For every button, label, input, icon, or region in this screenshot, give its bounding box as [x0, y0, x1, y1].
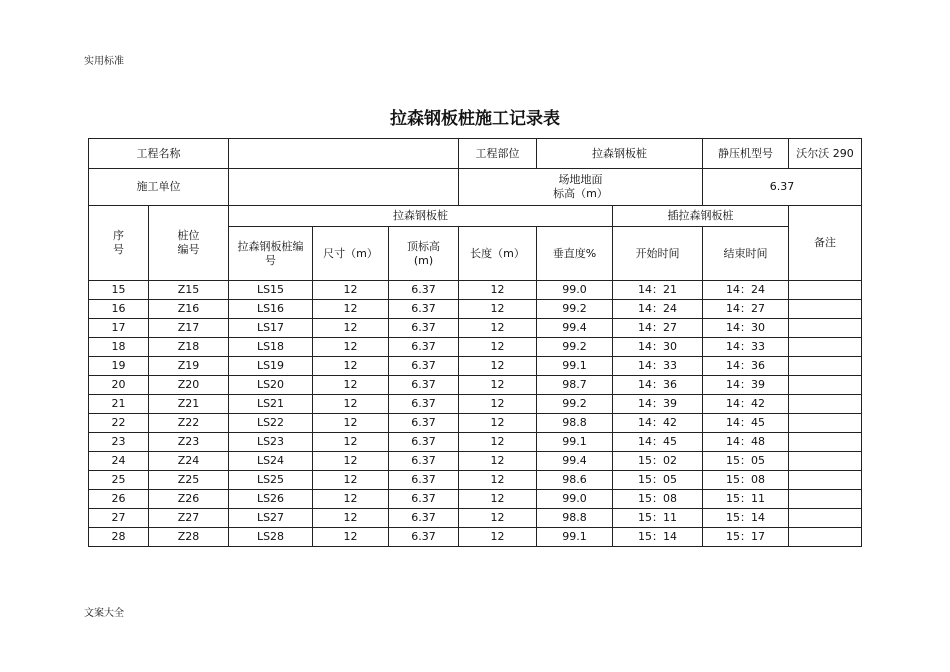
table-row	[89, 528, 862, 547]
size-cell: 12	[313, 471, 389, 490]
length-cell: 12	[459, 319, 537, 338]
ground-elevation-value: 6.37	[703, 169, 862, 206]
verticality-cell: 99.4	[537, 319, 613, 338]
pile-position-cell: Z22	[149, 414, 229, 433]
pile-no-header-line1: 拉森钢板桩编	[237, 239, 304, 253]
verticality-cell: 99.0	[537, 490, 613, 509]
end-time-cell: 14：42	[703, 395, 789, 414]
pos-header	[149, 206, 229, 281]
pile-position-cell: Z17	[149, 319, 229, 338]
seq-cell: 18	[89, 338, 149, 357]
table-row	[89, 376, 862, 395]
pile-position-cell: Z27	[149, 509, 229, 528]
remark-cell	[789, 300, 862, 319]
pile-group-header: 拉森钢板桩	[229, 206, 613, 227]
end-time-cell: 15：14	[703, 509, 789, 528]
pile-position-cell: Z24	[149, 452, 229, 471]
remark-cell	[789, 433, 862, 452]
project-part-label: 工程部位	[459, 139, 537, 169]
size-cell: 12	[313, 509, 389, 528]
pile-number-cell: LS21	[229, 395, 313, 414]
length-cell: 12	[459, 395, 537, 414]
top-header-line2: (m)	[413, 253, 434, 267]
table-row	[89, 281, 862, 300]
seq-cell: 26	[89, 490, 149, 509]
verticality-cell: 99.2	[537, 338, 613, 357]
size-cell: 12	[313, 395, 389, 414]
size-cell: 12	[313, 300, 389, 319]
length-cell: 12	[459, 414, 537, 433]
end-time-cell: 14：39	[703, 376, 789, 395]
seq-cell: 15	[89, 281, 149, 300]
project-name-value	[229, 139, 459, 169]
remark-cell	[789, 452, 862, 471]
size-cell: 12	[313, 281, 389, 300]
length-cell: 12	[459, 357, 537, 376]
end-time-cell: 14：36	[703, 357, 789, 376]
pile-number-cell: LS15	[229, 281, 313, 300]
page-footer-note: 文案大全	[84, 608, 124, 619]
pile-number-cell: LS23	[229, 433, 313, 452]
unit-label: 施工单位	[89, 169, 229, 206]
remark-cell	[789, 319, 862, 338]
seq-cell: 16	[89, 300, 149, 319]
remark-cell	[789, 395, 862, 414]
seq-cell: 24	[89, 452, 149, 471]
table-row	[89, 300, 862, 319]
page-header-note: 实用标准	[84, 56, 124, 67]
seq-cell: 22	[89, 414, 149, 433]
size-cell: 12	[313, 338, 389, 357]
size-cell: 12	[313, 490, 389, 509]
verticality-cell: 98.8	[537, 414, 613, 433]
insert-group-header: 插拉森钢板桩	[613, 206, 789, 227]
pile-number-cell: LS27	[229, 509, 313, 528]
end-time-cell: 14：27	[703, 300, 789, 319]
start-time-cell: 15：05	[613, 471, 703, 490]
pile-position-cell: Z28	[149, 528, 229, 547]
top-elevation-cell: 6.37	[389, 395, 459, 414]
pile-position-cell: Z23	[149, 433, 229, 452]
top-elevation-cell: 6.37	[389, 471, 459, 490]
pile-position-cell: Z19	[149, 357, 229, 376]
end-time-cell: 15：11	[703, 490, 789, 509]
top-elevation-cell: 6.37	[389, 319, 459, 338]
top-elevation-header	[389, 227, 459, 281]
seq-cell: 21	[89, 395, 149, 414]
verticality-cell: 99.4	[537, 452, 613, 471]
end-time-cell: 15：08	[703, 471, 789, 490]
pile-number-cell: LS26	[229, 490, 313, 509]
seq-cell: 17	[89, 319, 149, 338]
seq-cell: 27	[89, 509, 149, 528]
remark-cell	[789, 281, 862, 300]
pile-number-cell: LS19	[229, 357, 313, 376]
end-time-cell: 14：48	[703, 433, 789, 452]
start-time-cell: 14：30	[613, 338, 703, 357]
top-elevation-cell: 6.37	[389, 376, 459, 395]
size-cell: 12	[313, 376, 389, 395]
table-row	[89, 509, 862, 528]
start-time-cell: 14：45	[613, 433, 703, 452]
record-rows	[89, 281, 862, 547]
end-time-header: 结束时间	[703, 227, 789, 281]
start-time-cell: 14：27	[613, 319, 703, 338]
top-header-line1: 顶标高	[407, 239, 441, 253]
seq-header-line1: 序	[113, 229, 124, 242]
seq-cell: 28	[89, 528, 149, 547]
info-row-unit	[89, 169, 862, 206]
start-time-cell: 15：11	[613, 509, 703, 528]
size-cell: 12	[313, 357, 389, 376]
pile-position-cell: Z16	[149, 300, 229, 319]
top-elevation-cell: 6.37	[389, 281, 459, 300]
size-cell: 12	[313, 433, 389, 452]
pile-number-cell: LS16	[229, 300, 313, 319]
length-cell: 12	[459, 490, 537, 509]
remark-cell	[789, 338, 862, 357]
size-cell: 12	[313, 414, 389, 433]
top-elevation-cell: 6.37	[389, 509, 459, 528]
pile-number-cell: LS17	[229, 319, 313, 338]
end-time-cell: 14：45	[703, 414, 789, 433]
table-row	[89, 471, 862, 490]
length-cell: 12	[459, 376, 537, 395]
pile-position-cell: Z18	[149, 338, 229, 357]
start-time-cell: 14：39	[613, 395, 703, 414]
length-cell: 12	[459, 300, 537, 319]
project-name-label: 工程名称	[89, 139, 229, 169]
construction-record-table	[88, 138, 862, 547]
remark-cell	[789, 376, 862, 395]
info-row-project	[89, 139, 862, 169]
ground-elevation-label	[459, 169, 703, 206]
pile-position-cell: Z25	[149, 471, 229, 490]
size-cell: 12	[313, 319, 389, 338]
start-time-cell: 14：33	[613, 357, 703, 376]
top-elevation-cell: 6.37	[389, 452, 459, 471]
start-time-cell: 15：02	[613, 452, 703, 471]
start-time-header: 开始时间	[613, 227, 703, 281]
length-cell: 12	[459, 509, 537, 528]
start-time-cell: 14：24	[613, 300, 703, 319]
remark-cell	[789, 414, 862, 433]
pile-position-cell: Z20	[149, 376, 229, 395]
verticality-cell: 99.0	[537, 281, 613, 300]
pile-no-header	[229, 227, 313, 281]
start-time-cell: 15：14	[613, 528, 703, 547]
length-cell: 12	[459, 528, 537, 547]
table-row	[89, 319, 862, 338]
seq-cell: 19	[89, 357, 149, 376]
remark-cell	[789, 509, 862, 528]
pile-number-cell: LS22	[229, 414, 313, 433]
size-cell: 12	[313, 528, 389, 547]
table-row	[89, 452, 862, 471]
seq-cell: 23	[89, 433, 149, 452]
end-time-cell: 14：30	[703, 319, 789, 338]
start-time-cell: 15：08	[613, 490, 703, 509]
machine-label: 静压机型号	[703, 139, 789, 169]
top-elevation-cell: 6.37	[389, 338, 459, 357]
seq-cell: 20	[89, 376, 149, 395]
ground-label-line1: 场地地面	[558, 173, 603, 186]
machine-value: 沃尔沃 290	[789, 139, 862, 169]
ground-label-line2: 标高（m）	[553, 187, 608, 200]
end-time-cell: 15：05	[703, 452, 789, 471]
verticality-cell: 99.2	[537, 300, 613, 319]
table-row	[89, 433, 862, 452]
table-row	[89, 395, 862, 414]
pos-header-line1: 桩位	[177, 229, 200, 242]
length-cell: 12	[459, 281, 537, 300]
verticality-cell: 98.8	[537, 509, 613, 528]
top-elevation-cell: 6.37	[389, 357, 459, 376]
pile-position-cell: Z15	[149, 281, 229, 300]
header-row-groups	[89, 206, 862, 227]
table-row	[89, 357, 862, 376]
table-row	[89, 414, 862, 433]
remark-cell	[789, 357, 862, 376]
end-time-cell: 14：33	[703, 338, 789, 357]
start-time-cell: 14：42	[613, 414, 703, 433]
start-time-cell: 14：36	[613, 376, 703, 395]
remark-cell	[789, 471, 862, 490]
remark-cell	[789, 528, 862, 547]
length-header: 长度（m）	[459, 227, 537, 281]
start-time-cell: 14：21	[613, 281, 703, 300]
seq-header-line2: 号	[113, 243, 124, 256]
verticality-cell: 99.1	[537, 433, 613, 452]
pile-position-cell: Z26	[149, 490, 229, 509]
end-time-cell: 14：24	[703, 281, 789, 300]
length-cell: 12	[459, 338, 537, 357]
end-time-cell: 15：17	[703, 528, 789, 547]
pile-no-header-line2: 号	[265, 253, 276, 267]
table-row	[89, 338, 862, 357]
verticality-cell: 99.2	[537, 395, 613, 414]
table-row	[89, 490, 862, 509]
verticality-cell: 99.1	[537, 528, 613, 547]
pile-position-cell: Z21	[149, 395, 229, 414]
remark-cell	[789, 490, 862, 509]
project-part-value: 拉森钢板桩	[537, 139, 703, 169]
size-header: 尺寸（m）	[313, 227, 389, 281]
verticality-header: 垂直度%	[537, 227, 613, 281]
size-cell: 12	[313, 452, 389, 471]
pile-number-cell: LS24	[229, 452, 313, 471]
pos-header-line2: 编号	[177, 243, 200, 256]
page-title: 拉森钢板桩施工记录表	[390, 109, 560, 129]
top-elevation-cell: 6.37	[389, 433, 459, 452]
pile-number-cell: LS25	[229, 471, 313, 490]
pile-number-cell: LS28	[229, 528, 313, 547]
top-elevation-cell: 6.37	[389, 490, 459, 509]
length-cell: 12	[459, 471, 537, 490]
length-cell: 12	[459, 433, 537, 452]
seq-header	[89, 206, 149, 281]
pile-number-cell: LS18	[229, 338, 313, 357]
pile-number-cell: LS20	[229, 376, 313, 395]
top-elevation-cell: 6.37	[389, 528, 459, 547]
unit-value	[229, 169, 459, 206]
verticality-cell: 98.7	[537, 376, 613, 395]
remark-header: 备注	[789, 206, 862, 281]
verticality-cell: 99.1	[537, 357, 613, 376]
seq-cell: 25	[89, 471, 149, 490]
length-cell: 12	[459, 452, 537, 471]
verticality-cell: 98.6	[537, 471, 613, 490]
top-elevation-cell: 6.37	[389, 300, 459, 319]
top-elevation-cell: 6.37	[389, 414, 459, 433]
